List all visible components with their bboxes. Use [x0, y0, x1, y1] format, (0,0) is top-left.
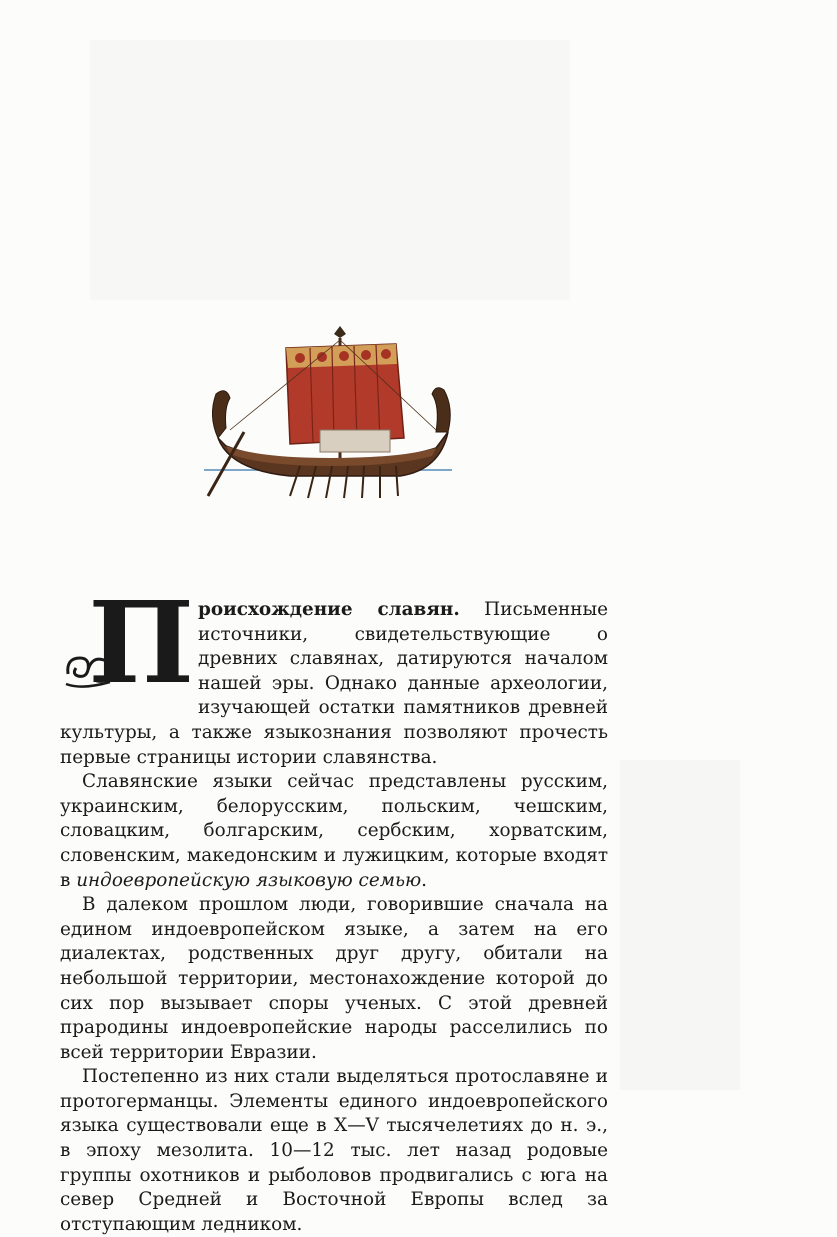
paragraph-1	[60, 578, 608, 770]
paragraph-1-text: Письменные источники, свидетельствующие о древних славянах, датируются началом нашей эры. Однако данные археологии, изучающей остатки памятников древней культуры, а также языкознания позволяют прочесть первые страницы истории славянства.	[60, 599, 608, 768]
paragraph-2-end: .	[421, 869, 428, 891]
paragraph-2	[60, 770, 608, 893]
drop-cap-letter: П	[88, 578, 194, 709]
ship-illustration	[200, 320, 460, 510]
paragraph-3: В далеком прошлом люди, говорившие сначала на едином индоевропейском языке, а затем на его диалектах, родственных друг другу, обитали на небольшой территории, местонахождение которой до сих пор вызывает споры ученых. С этой древней прародины индоевропейские народы расселились по всей территории Евразии.	[60, 894, 608, 1063]
paragraph-4: Постепенно из них стали выделяться протославяне и протогерманцы. Элементы единого индоевропейского языка существовали еще в X—V тысячелетиях до н. э., в эпоху мезолита. 10—12 тыс. лет назад родовые группы охотников и рыболовов продвигались с юга на север Средней и Восточной Европы вслед за отступающим ледником.	[60, 1066, 608, 1235]
blank-area	[90, 40, 570, 300]
blank-area	[620, 760, 740, 1090]
paragraph-2-text: Славянские языки сейчас представлены русским, украинским, белорусским, польским, чешским, словацким, болгарским, сербским, хорватским, словенским, македонским и лужицким, которые входят в	[60, 771, 608, 891]
drop-cap-block	[60, 578, 194, 709]
article-text	[60, 578, 608, 1237]
section-heading: роисхождение славян.	[198, 599, 460, 620]
italic-term: индоевропейскую языковую семью	[76, 869, 422, 891]
